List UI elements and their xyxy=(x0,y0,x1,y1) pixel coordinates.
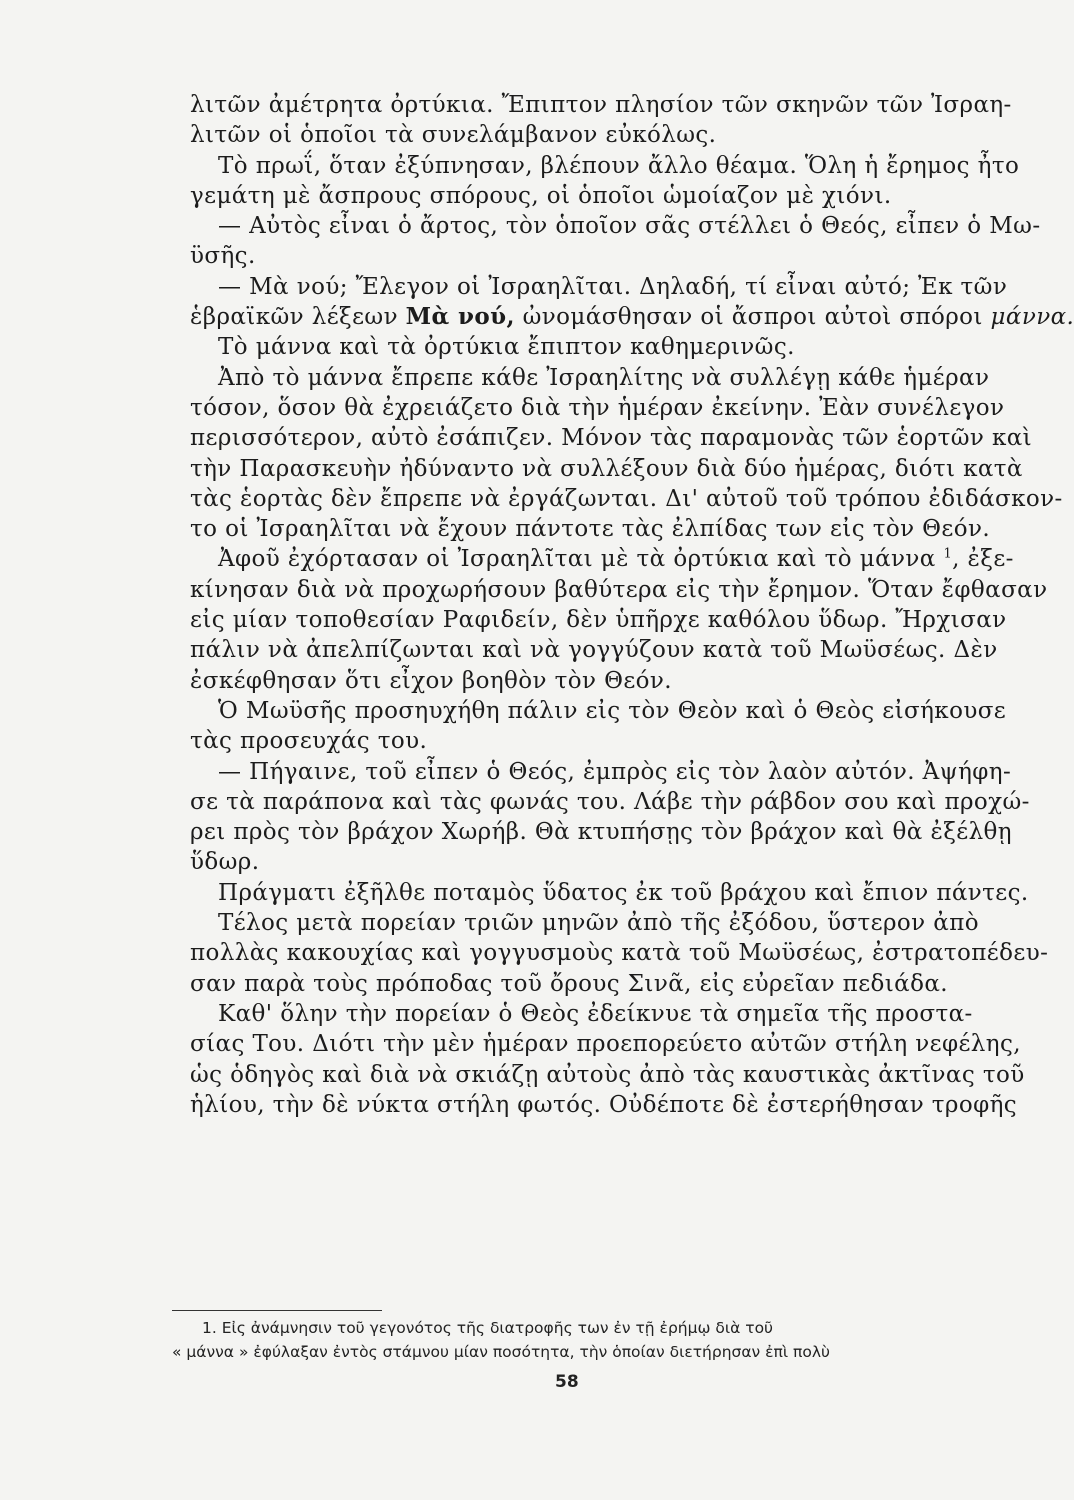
text-line: εἰς μίαν τοποθεσίαν Ραφιδείν, δὲν ὑπῆρχε καθόλου ὕδωρ. Ἤρχισαν xyxy=(190,607,1007,634)
text-line: Τὸ πρωΐ, ὅταν ἐξύπνησαν, βλέπουν ἄλλο θέαμα. Ὅλη ἡ ἔρημος ἦτο xyxy=(218,152,1020,179)
text-line: ἡλίου, τὴν δὲ νύκτα στήλη φωτός. Οὐδέποτε δὲ ἐστερήθησαν τροφῆς xyxy=(190,1091,1018,1118)
text-line: τόσον, ὅσον θὰ ἐχρειάζετο διὰ τὴν ἡμέραν ἐκείνην. Ἐὰν συνέλεγον xyxy=(190,394,1005,421)
footnote-line: « μάννα » ἐφύλαξαν ἐντὸς στάμνου μίαν ποσότητα, τὴν ὁποίαν διετήρησαν ἐπὶ πολὺ xyxy=(172,1343,830,1361)
text-line xyxy=(190,544,1025,574)
text-line: Ὁ Μωϋσῆς προσηυχήθη πάλιν εἰς τὸν Θεὸν καὶ ὁ Θεὸς εἰσήκουσε xyxy=(218,697,1007,724)
text-line: σίας Του. Διότι τὴν μὲν ἡμέραν προεπορεύετο αὐτῶν στήλη νεφέλης, xyxy=(190,1031,1021,1058)
text-line: λιτῶν οἱ ὁποῖοι τὰ συνελάμβανον εὐκόλως. xyxy=(190,122,717,149)
text-line: — Αὐτὸς εἶναι ὁ ἄρτος, τὸν ὁποῖον σᾶς στέλλει ὁ Θεός, εἶπεν ὁ Μω- xyxy=(218,213,1041,240)
text-line: Τέλος μετὰ πορείαν τριῶν μηνῶν ἀπὸ τῆς ἐξόδου, ὕστερον ἀπὸ xyxy=(218,910,979,937)
page-number: 58 xyxy=(555,1372,579,1392)
text-line: τὰς προσευχάς του. xyxy=(190,728,428,755)
text-line: Τὸ μάννα καὶ τὰ ὀρτύκια ἔπιπτον καθημερινῶς. xyxy=(218,334,795,361)
text-line: ὕδωρ. xyxy=(190,849,260,876)
text-line: το οἱ Ἰσραηλῖται νὰ ἔχουν πάντοτε τὰς ἐλπίδας των εἰς τὸν Θεόν. xyxy=(190,516,991,543)
text-line: ἐσκέφθησαν ὅτι εἶχον βοηθὸν τὸν Θεόν. xyxy=(190,667,672,694)
text-line: ρει πρὸς τὸν βράχον Χωρήβ. Θὰ κτυπήσῃς τὸν βράχον καὶ θὰ ἐξέλθῃ xyxy=(190,819,1012,846)
text-segment: ὠνομάσθησαν οἱ ἄσπροι αὐτοὶ σπόροι xyxy=(522,304,983,331)
text-line: σε τὰ παράπονα καὶ τὰς φωνάς του. Λάβε τὴν ράβδον σου καὶ προχώ- xyxy=(190,788,1030,815)
text-line: τὰς ἑορτὰς δὲν ἔπρεπε νὰ ἐργάζωνται. Δι' αὐτοῦ τοῦ τρόπου ἐδιδάσκον- xyxy=(190,485,1063,512)
hebrew-words: Μὰ νού, xyxy=(405,303,515,331)
text-line: σαν παρὰ τοὺς πρόποδας τοῦ ὄρους Σινᾶ, εἰς εὐρεῖαν πεδιάδα. xyxy=(190,970,948,997)
text-line xyxy=(190,302,1074,332)
footnote-divider xyxy=(172,1310,382,1311)
footnotes xyxy=(172,1316,1022,1364)
text-line: — Πήγαινε, τοῦ εἶπεν ὁ Θεός, ἐμπρὸς εἰς τὸν λαὸν αὐτόν. Ἀψήφη- xyxy=(218,758,1012,785)
text-line: — Μὰ νού; Ἔλεγον οἱ Ἰσραηλῖται. Δηλαδή, τί εἶναι αὐτό; Ἐκ τῶν xyxy=(218,273,1008,300)
footnote-marker: 1 xyxy=(943,546,953,562)
footnote-line: 1. Εἰς ἀνάμνησιν τοῦ γεγονότος τῆς διατροφῆς των ἐν τῇ ἐρήμῳ διὰ τοῦ xyxy=(202,1319,774,1337)
text-line: κίνησαν διὰ νὰ προχωρήσουν βαθύτερα εἰς τὴν ἔρημον. Ὅταν ἔφθασαν xyxy=(190,576,1048,603)
text-line: Καθ' ὅλην τὴν πορείαν ὁ Θεὸς ἐδείκνυε τὰ σημεῖα τῆς προστα- xyxy=(218,1000,973,1027)
text-line: περισσότερον, αὐτὸ ἐσάπιζεν. Μόνον τὰς παραμονὰς τῶν ἑορτῶν καὶ xyxy=(190,425,1033,452)
text-segment: ἑβραϊκῶν λέξεων xyxy=(190,304,398,331)
text-line: πολλὰς κακουχίας καὶ γογγυσμοὺς κατὰ τοῦ Μωϋσέως, ἐστρατοπέδευ- xyxy=(190,940,1049,967)
body-text xyxy=(190,90,1074,1120)
text-line: τὴν Παρασκευὴν ἠδύναντο νὰ συλλέξουν διὰ δύο ἡμέρας, διότι κατὰ xyxy=(190,455,1023,482)
text-segment: Ἀφοῦ ἐχόρτασαν οἱ Ἰσραηλῖται μὲ τὰ ὀρτύκια καὶ τὸ μάννα xyxy=(218,546,936,573)
text-line: πάλιν νὰ ἀπελπίζωνται καὶ νὰ γογγύζουν κατὰ τοῦ Μωϋσέως. Δὲν xyxy=(190,637,998,664)
manna-term: μάννα. xyxy=(990,304,1074,331)
text-line: γεμάτη μὲ ἄσπρους σπόρους, οἱ ὁποῖοι ὡμοίαζον μὲ χιόνι. xyxy=(190,182,892,209)
text-line: ϋσῆς. xyxy=(190,243,256,270)
text-line: Ἀπὸ τὸ μάννα ἔπρεπε κάθε Ἰσραηλίτης νὰ συλλέγῃ κάθε ἡμέραν xyxy=(218,364,990,391)
text-line: Πράγματι ἐξῆλθε ποταμὸς ὕδατος ἐκ τοῦ βράχου καὶ ἔπιον πάντες. xyxy=(218,879,1029,906)
text-segment: , ἐξε- xyxy=(952,546,1014,573)
text-line: ὡς ὁδηγὸς καὶ διὰ νὰ σκιάζῃ αὐτοὺς ἀπὸ τὰς καυστικὰς ἀκτῖνας τοῦ xyxy=(190,1061,1025,1088)
text-line: λιτῶν ἀμέτρητα ὀρτύκια. Ἔπιπτον πλησίον τῶν σκηνῶν τῶν Ἰσραη- xyxy=(190,92,1012,118)
